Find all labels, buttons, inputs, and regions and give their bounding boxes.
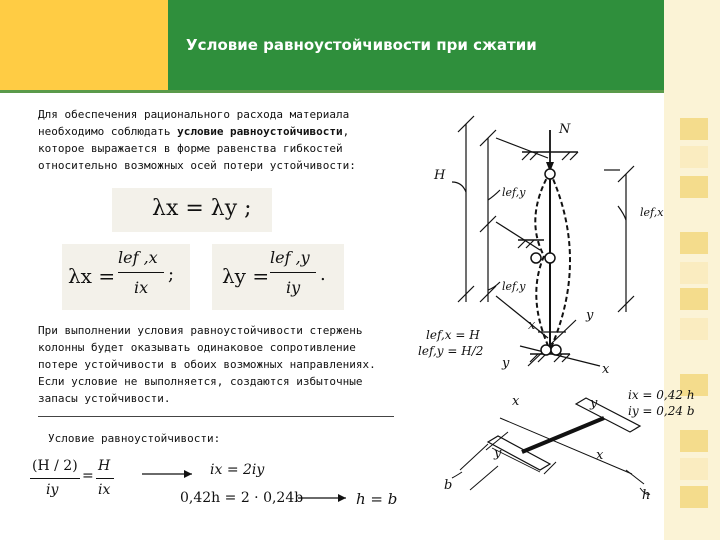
condition-caption: Условие равноустойчивости:: [48, 432, 221, 445]
cross-section: [488, 398, 640, 472]
text-line: При выполнении условия равноустойчивости стержень: [38, 324, 363, 337]
lef-y-top-label: lef,y: [502, 186, 526, 199]
length-eq-y: lef,y = H/2: [418, 344, 484, 358]
lambda-x-lhs: λx =: [68, 264, 116, 288]
text-line: которое выражается в форме равенства гибкостей: [38, 142, 343, 155]
height-label: H: [434, 168, 446, 183]
arrow-head: [184, 470, 192, 478]
hinge: [531, 253, 541, 263]
lef-y-bottom-label: lef,y: [502, 280, 526, 293]
hinge: [551, 345, 561, 355]
slide-title: Условие равноустойчивости при сжатии: [186, 36, 537, 54]
text-line: необходимо соблюдать: [38, 125, 178, 138]
result-radius: ix = 2iy: [210, 462, 265, 478]
cond-equals: =: [82, 468, 94, 484]
cond-rhs-numerator: H: [98, 458, 111, 474]
cond-rhs-denominator: ix: [98, 482, 111, 498]
formula-punct: .: [320, 264, 326, 285]
flange-width-label: b: [444, 478, 453, 493]
result-geometry: 0,42h = 2 · 0,24b: [180, 490, 304, 506]
hinge: [545, 253, 555, 263]
axis-x-label: x: [528, 318, 536, 333]
text-line: Для обеспечения рационального расхода материала: [38, 108, 350, 121]
lef-x-label: lef,x: [640, 206, 664, 219]
radius-y-label: iy = 0,24 b: [628, 404, 695, 418]
emphasis-text: условие равноустойчивости: [177, 125, 343, 138]
section-axis-y: y: [494, 446, 502, 461]
arrow-head: [338, 494, 346, 502]
lambda-x-denominator: ix: [134, 278, 149, 297]
text-line: ,: [342, 125, 350, 138]
axis-x-label: x: [602, 362, 610, 377]
text-line: относительно возможных осей потери устойчивости:: [38, 159, 356, 172]
formula-punct: ;: [168, 264, 175, 285]
text-line: потере устойчивости в обоих возможных направлениях.: [38, 358, 376, 371]
section-axis-x: x: [596, 448, 604, 463]
axis-y-label: y: [586, 308, 594, 323]
section-axis-x: x: [512, 394, 520, 409]
section-axis-y: y: [590, 396, 598, 411]
lambda-y-lhs: λy =: [222, 264, 270, 288]
cond-lhs-numerator: (H / 2): [32, 458, 78, 474]
radius-x-label: ix = 0,42 h: [628, 388, 695, 402]
equality-formula: λx = λy ;: [152, 196, 252, 221]
lambda-x-numerator: lef ,x: [118, 248, 158, 267]
hinge: [545, 169, 555, 179]
hinge: [541, 345, 551, 355]
lambda-y-denominator: iy: [286, 278, 301, 297]
text-line: запасы устойчивости.: [38, 392, 171, 405]
result-equality: h = b: [356, 490, 398, 508]
lambda-y-numerator: lef ,y: [270, 248, 310, 267]
load-label: N: [559, 122, 571, 137]
section-height-label: h: [642, 488, 651, 503]
length-eq-x: lef,x = H: [426, 328, 480, 342]
text-line: колонны будет оказывать одинаковое сопротивление: [38, 341, 356, 354]
cond-lhs-denominator: iy: [46, 482, 59, 498]
text-line: Если условие не выполняется, создаются избыточные: [38, 375, 363, 388]
axis-y-label: y: [502, 356, 510, 371]
